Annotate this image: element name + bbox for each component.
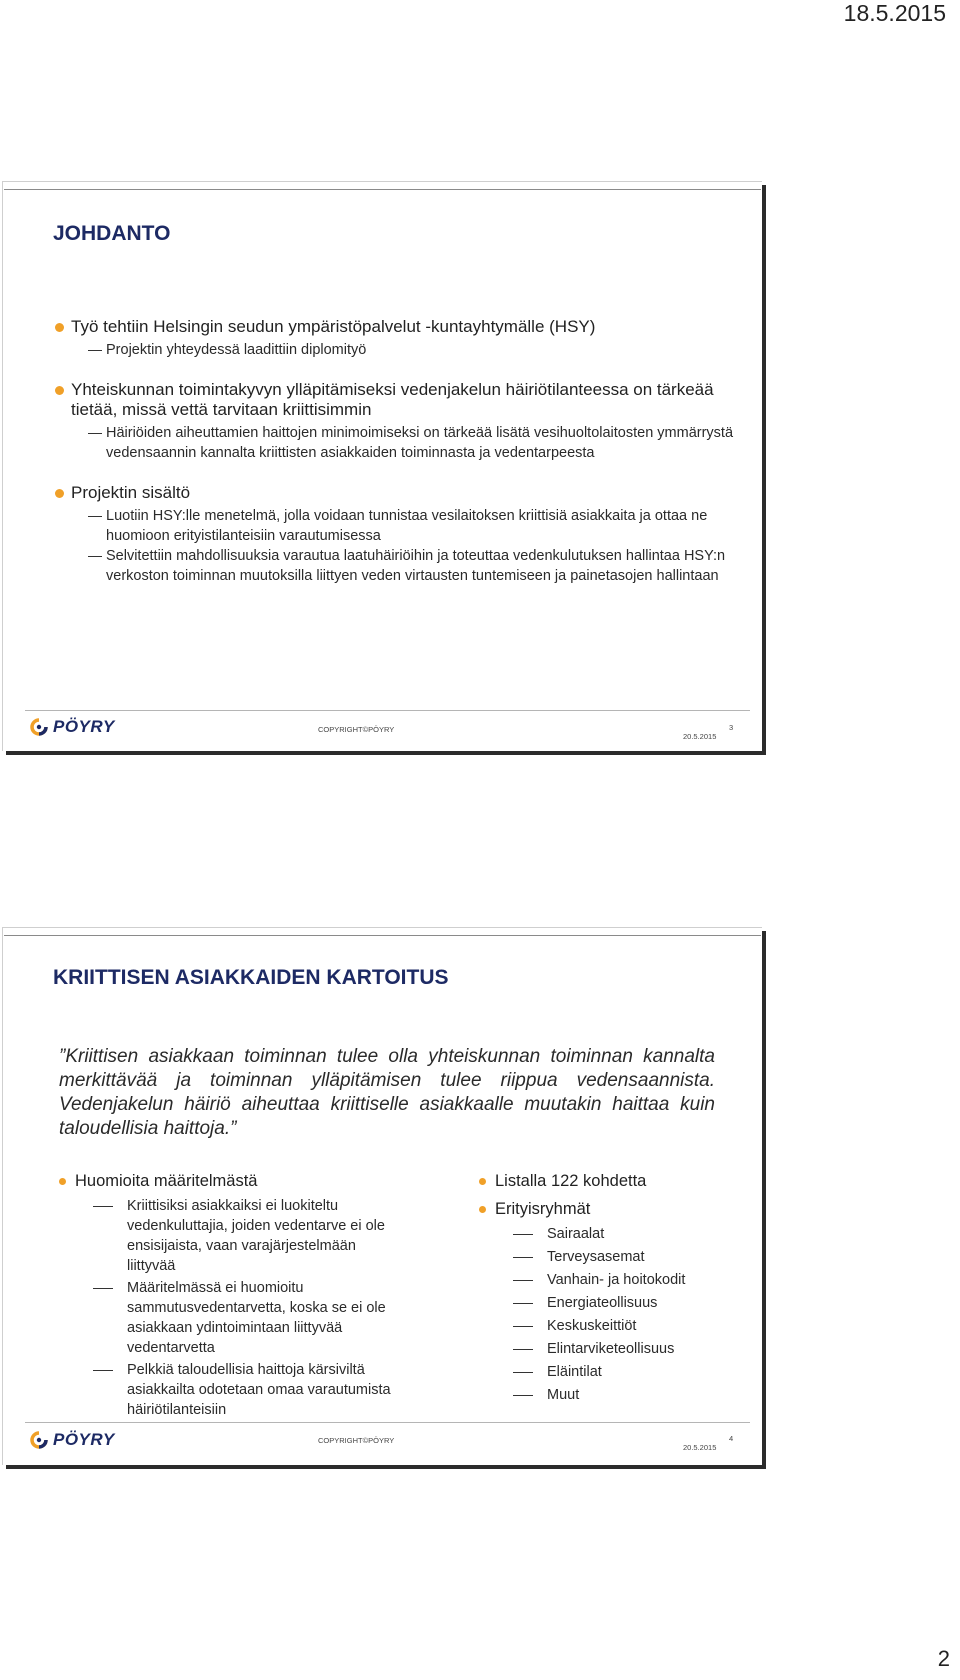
sub-item: Keskuskeittiöt [529,1316,749,1336]
logo-text: PÖYRY [53,1430,115,1449]
left-column [59,1171,399,1422]
sub-item: Projektin yhteydessä laadittiin diplomityö [91,340,738,360]
sub-item: Eläintilat [529,1362,749,1382]
slide-title: KRIITTISEN ASIAKKAIDEN KARTOITUS [53,966,449,989]
page-header-date: 18.5.2015 [843,0,946,26]
sub-list [71,423,738,463]
footer-divider [25,710,750,711]
sub-item: Vanhain- ja hoitokodit [529,1270,749,1290]
bullet-text: Yhteiskunnan toimintakyvyn ylläpitämiseksi vedenjakelun häiriötilanteessa on tärkeää tietää, missä vettä tarvitaan kriittisimmin [71,380,714,419]
slide-number: 3 [729,723,734,732]
copyright: COPYRIGHT©PÖYRY [318,1436,395,1445]
sub-item: Luotiin HSY:lle menetelmä, jolla voidaan tunnistaa vesilaitoksen kriittisiä asiakkaita ja ottaa ne huomioon erityistilanteisiin varautumisessa [91,506,738,546]
slide-date: 20.5.2015 [683,1443,717,1452]
bullet-list [55,317,738,606]
sub-item: Energiateollisuus [529,1293,749,1313]
poyry-logo-icon [28,718,50,736]
sub-item: Selvitettiin mahdollisuuksia varautua laatuhäiriöihin ja toteuttaa vedenkulutuksen hallintaa HSY:n verkoston toiminnan muutoksilla liittyen veden virtausten tuntemiseen ja painetasojen hallintaan [91,546,738,586]
definition-quote: ”Kriittisen asiakkaan toiminnan tulee olla yhteiskunnan toiminnan kannalta merkittävää ja toiminnan ylläpitämisen tulee riippua vedensaannista. Vedenjakelun häiriö aiheuttaa kriittiselle asiakkaalle muutakin haittaa kuin taloudellisia haittoja.” [59,1046,715,1139]
sub-list [71,506,738,586]
sub-item: Elintarviketeollisuus [529,1339,749,1359]
sub-item: Sairaalat [529,1224,749,1244]
sub-item: Määritelmässä ei huomioitu sammutusvedentarvetta, koska se ei ole asiakkaan ydintoimintaan liittyvää vedentarvetta [109,1278,399,1358]
copyright: COPYRIGHT©PÖYRY [318,725,395,734]
slide-johdanto [2,181,762,751]
bullet-item [479,1199,749,1405]
bullet-text: Työ tehtiin Helsingin seudun ympäristöpalvelut -kuntayhtymälle (HSY) [71,317,596,336]
bullet-item [59,1171,399,1420]
slide-kartoitus [2,927,762,1465]
slide-title: JOHDANTO [53,222,171,245]
sub-item: Pelkkiä taloudellisia haittoja kärsiviltä asiakkailta odotetaan omaa varautumista häiriötilanteisiin [109,1360,399,1420]
sub-list [71,340,738,360]
bullet-item [479,1171,749,1191]
sub-list [495,1224,749,1405]
sub-item: Muut [529,1385,749,1405]
sub-list [75,1196,399,1420]
sub-item: Kriittisiksi asiakkaiksi ei luokiteltu vedenkuluttajia, joiden vedentarve ei ole ensisijaista, vaan varajärjestelmään liittyvää [109,1196,399,1276]
page-number: 2 [937,1646,950,1671]
bullet-item [55,317,738,360]
slide-number: 4 [729,1434,734,1443]
right-column [479,1171,749,1413]
footer-divider [25,1422,750,1423]
bullet-item [55,380,738,463]
poyry-logo [28,1430,115,1450]
sub-item: Häiriöiden aiheuttamien haittojen minimoimiseksi on tärkeää lisätä vesihuoltolaitosten ymmärrystä vedensaannin kannalta kriittisten asiakkaiden toiminnasta ja vedentarpeesta [91,423,738,463]
bullet-text: Projektin sisältö [71,483,191,502]
sub-item: Terveysasemat [529,1247,749,1267]
bullet-text: Erityisryhmät [495,1200,591,1218]
poyry-logo-icon [28,1431,50,1449]
logo-text: PÖYRY [53,717,115,736]
bullet-text: Listalla 122 kohdetta [495,1172,647,1190]
bullet-text: Huomioita määritelmästä [75,1172,258,1190]
slide-date: 20.5.2015 [683,732,717,741]
poyry-logo [28,717,115,737]
bullet-item [55,483,738,586]
